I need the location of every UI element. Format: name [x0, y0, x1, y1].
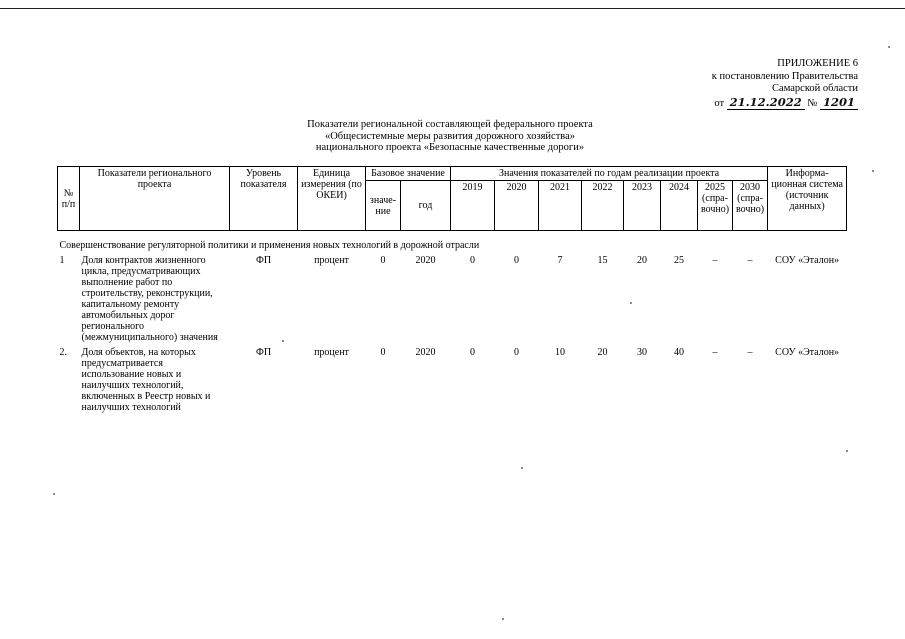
row-unit: процент	[314, 255, 349, 266]
row-source: СОУ «Эталон»	[775, 347, 840, 358]
appendix-decree-line: к постановлению Правительства	[711, 70, 858, 82]
header-unit: Единица измерения (по ОКЕИ)	[298, 167, 366, 231]
table-row	[58, 345, 847, 415]
row-indicator: Доля контрактов жизненного цикла, предусматривающих выполнение работ по строительству, реконструкции, капитальному ремонту автомобильных дорог регионального (межмуниципального) значения	[81, 255, 218, 343]
row-value-2025: –	[712, 255, 718, 266]
row-level: ФП	[255, 255, 272, 266]
header-year-2024: 2024	[661, 181, 698, 231]
appendix-date-number-line	[658, 96, 858, 111]
row-value-2030: –	[747, 347, 753, 358]
scan-speck	[630, 302, 632, 304]
header-base: Базовое значение	[366, 167, 451, 181]
row-source: СОУ «Эталон»	[775, 255, 840, 266]
header-year-2019: 2019	[451, 181, 495, 231]
row-base-value: 0	[380, 347, 386, 358]
indicators-table	[57, 166, 847, 415]
row-base-year: 2020	[415, 255, 436, 266]
row-num: 1	[59, 255, 65, 266]
header-indicator: Показатели регионального проекта	[80, 167, 230, 231]
row-level: ФП	[255, 347, 272, 358]
header-year-2025: 2025 (спра-вочно)	[698, 181, 733, 231]
appendix-header	[658, 58, 858, 110]
row-base-value: 0	[380, 255, 386, 266]
scan-speck	[846, 450, 848, 452]
header-year-2030: 2030 (спра-вочно)	[733, 181, 768, 231]
row-value-2022: 15	[597, 255, 608, 266]
header-source: Информа-ционная система (источник данных)	[768, 167, 847, 231]
row-value-2023: 20	[637, 255, 647, 266]
row-value-2021: 10	[555, 347, 565, 358]
row-indicator: Доля объектов, на которых предусматривается использование новых и наилучших технологий, включенных в Реестр новых и наилучших технологий	[81, 347, 211, 413]
scan-speck	[888, 46, 890, 48]
header-base-year: год	[401, 181, 451, 231]
row-value-2024: 25	[674, 255, 684, 266]
header-num: № п/п	[58, 167, 80, 231]
scan-speck	[53, 493, 55, 495]
header-year-2020: 2020	[495, 181, 539, 231]
row-value-2020: 0	[514, 255, 519, 266]
row-base-year: 2020	[415, 347, 436, 358]
scan-speck	[872, 170, 874, 172]
appendix-title: ПРИЛОЖЕНИЕ 6	[777, 58, 858, 69]
number-label: №	[807, 97, 818, 109]
title-line-1: Показатели региональной составляющей федерального проекта	[307, 119, 593, 130]
scan-speck	[502, 618, 504, 620]
row-value-2019: 0	[470, 255, 475, 266]
title-line-2: «Общесистемные меры развития дорожного хозяйства»	[324, 130, 576, 142]
header-years-group: Значения показателей по годам реализации проекта	[451, 167, 768, 181]
row-value-2024: 40	[674, 347, 684, 358]
table-row	[58, 253, 847, 345]
row-value-2030: –	[747, 255, 753, 266]
header-year-2022: 2022	[582, 181, 624, 231]
row-value-2022: 20	[597, 347, 608, 358]
row-value-2023: 30	[637, 347, 647, 358]
document-title	[200, 119, 700, 154]
section-row	[58, 235, 847, 253]
appendix-region-line: Самарской области	[772, 83, 858, 94]
row-value-2025: –	[712, 347, 718, 358]
decree-date: 21.12.2022	[727, 95, 805, 110]
row-value-2020: 0	[514, 347, 519, 358]
header-year-2023: 2023	[624, 181, 661, 231]
row-value-2021: 7	[557, 255, 563, 266]
row-unit: процент	[314, 347, 349, 358]
header-year-2021: 2021	[539, 181, 582, 231]
date-prefix: от	[714, 97, 725, 109]
scan-top-rule	[0, 8, 905, 9]
header-base-value: значе-ние	[366, 181, 401, 231]
title-line-3: национального проекта «Безопасные качественные дороги»	[315, 142, 585, 153]
row-value-2019: 0	[470, 347, 475, 358]
header-level: Уровень показателя	[230, 167, 298, 231]
row-num: 2.	[59, 347, 67, 358]
section-title: Совершенствование регуляторной политики и применения новых технологий в дорожной отрасли	[59, 240, 480, 251]
scan-speck	[282, 340, 284, 342]
decree-number: 1201	[820, 95, 858, 110]
scan-speck	[521, 467, 523, 469]
